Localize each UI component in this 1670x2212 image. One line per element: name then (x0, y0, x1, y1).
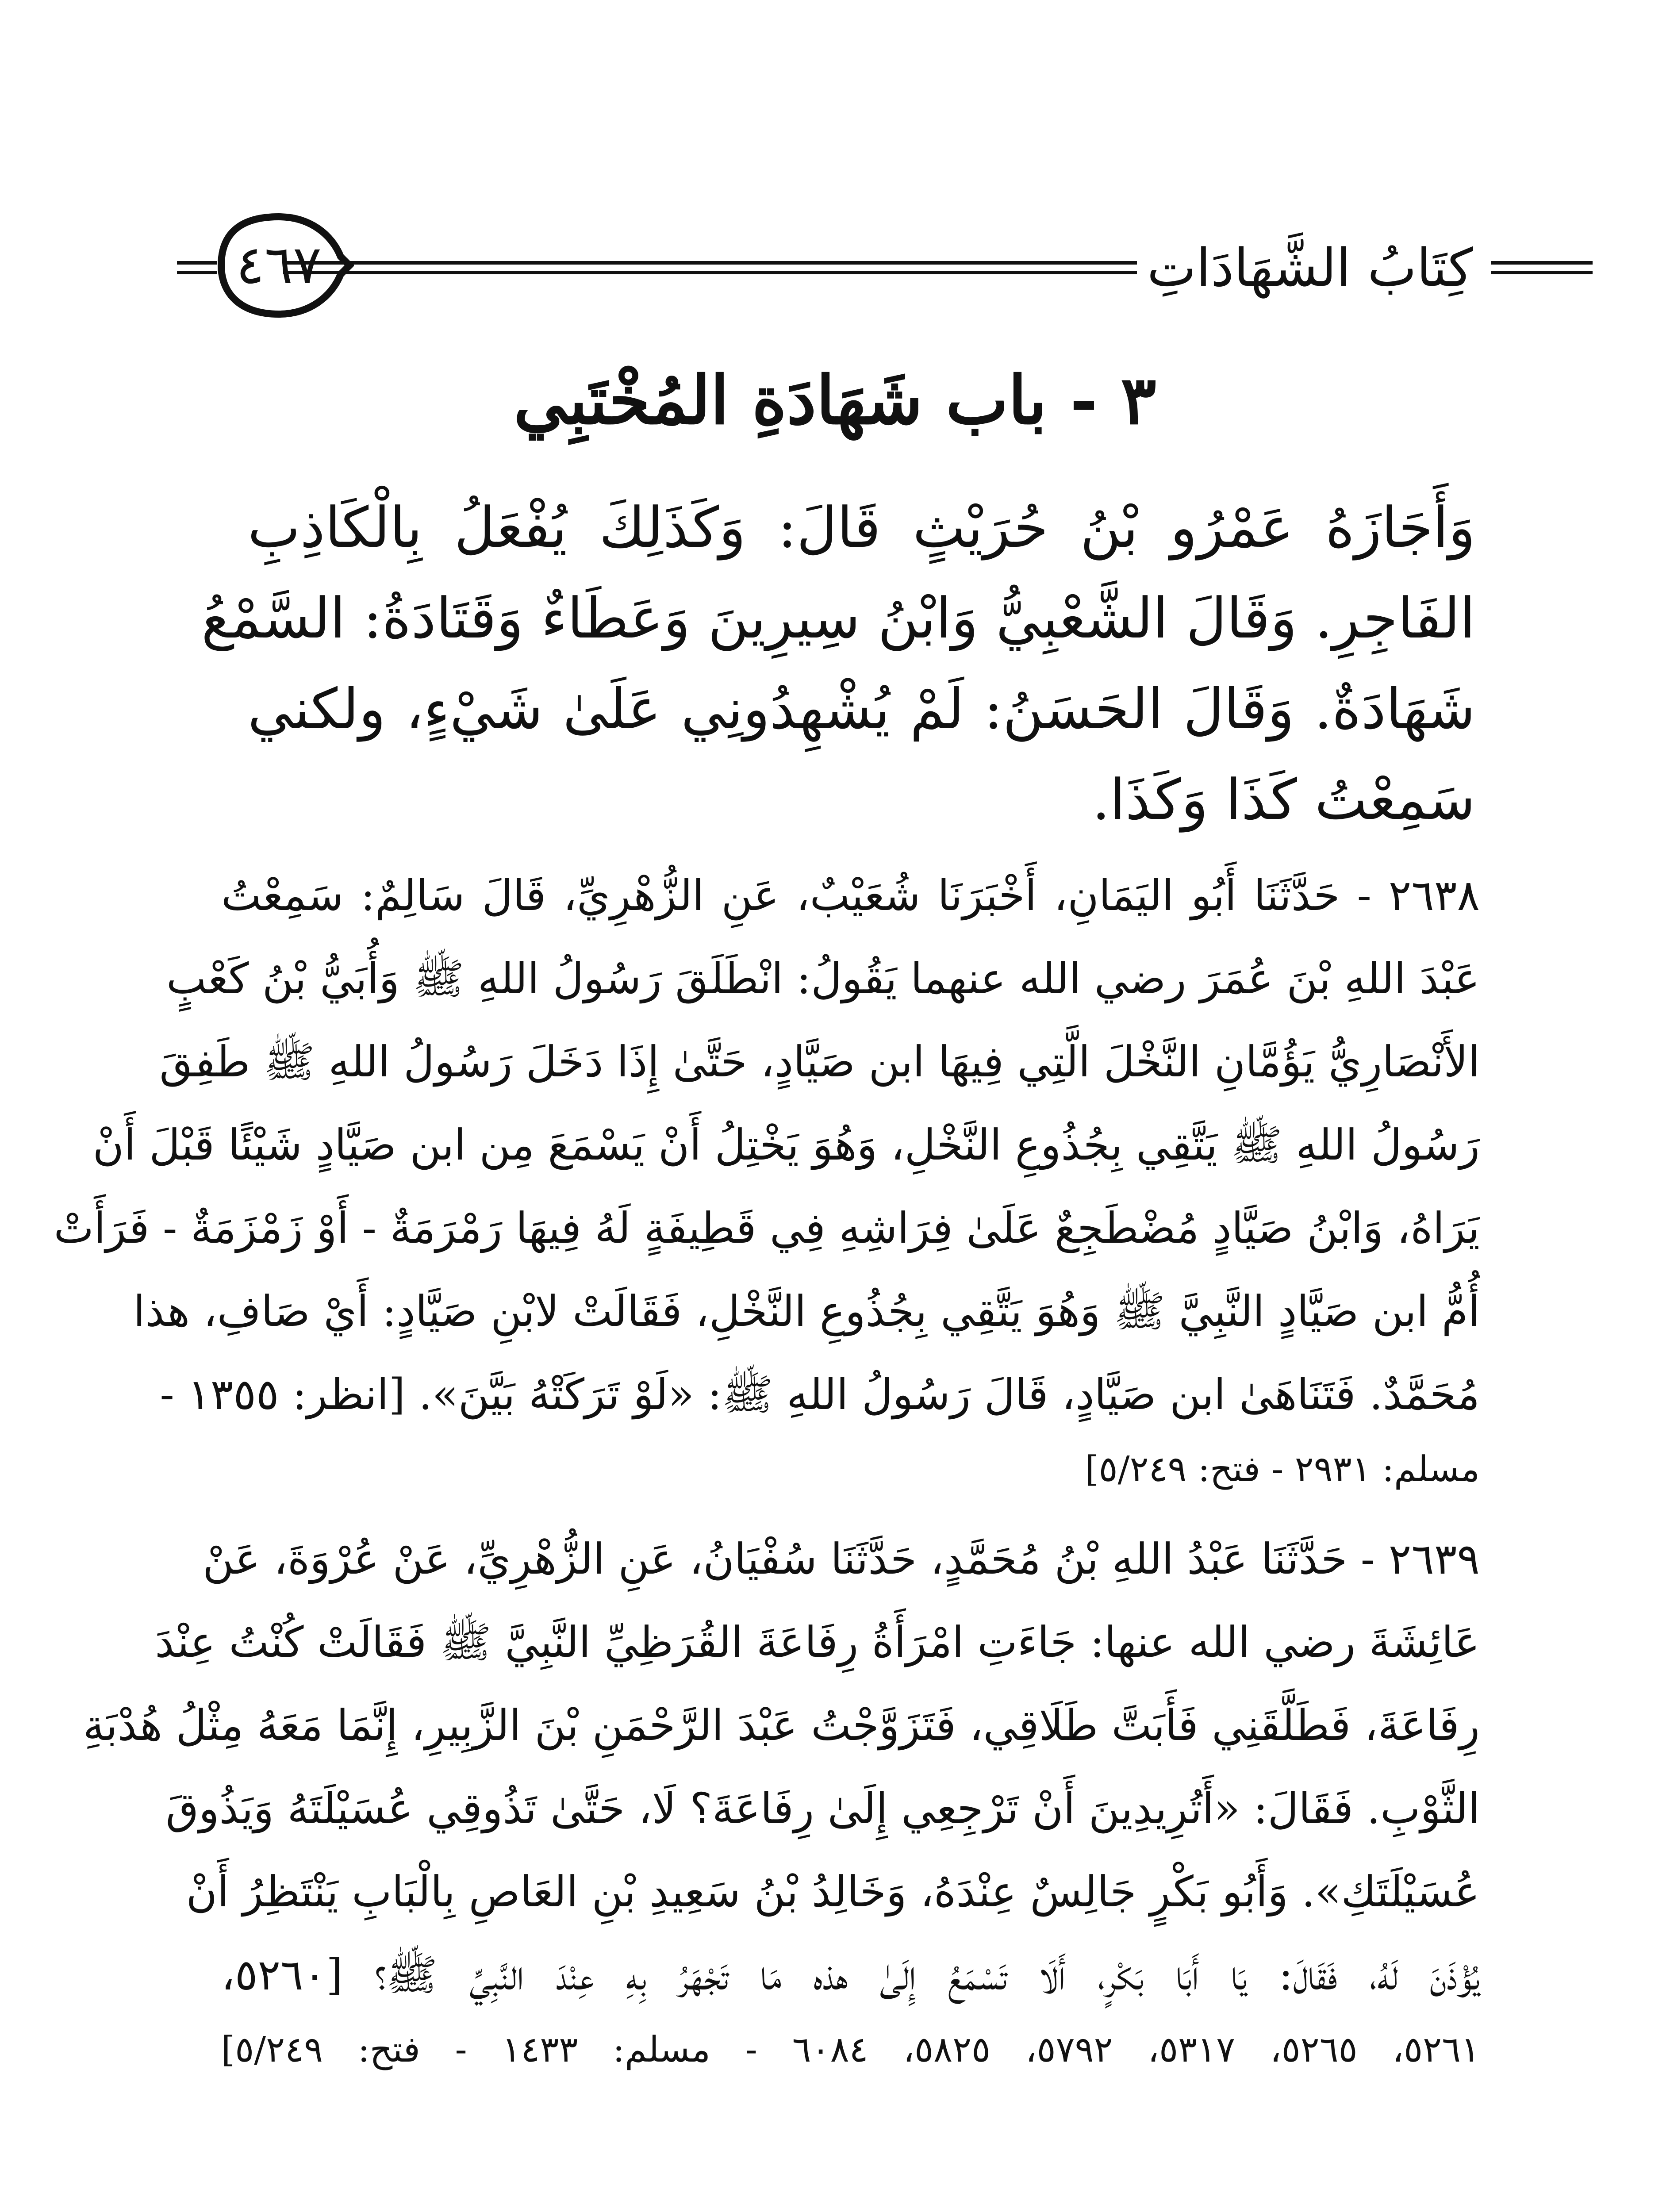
hadith-2639 (83, 1517, 1480, 2083)
text-line: رِفَاعَةَ، فَطَلَّقَنِي فَأَبَتَّ طَلَاقِي، فَتَزَوَّجْتُ عَبْدَ الرَّحْمَنِ بْنَ الزَّبِيرِ، إِنَّمَا مَعَهُ مِثْلُ هُدْبَةِ (83, 1701, 1480, 1750)
chapter-heading: ٣ - باب شَهَادَةِ المُخْتَبِي (514, 361, 1156, 439)
text-line: سَمِعْتُ كَذَا وَكَذَا. (1092, 767, 1475, 832)
text-line: ٢٦٣٩ - حَدَّثَنَا عَبْدُ اللهِ بْنُ مُحَمَّدٍ، حَدَّثَنَا سُفْيَانُ، عَنِ الزُّهْرِيِّ، عَنْ عُرْوَةَ، عَنْ (203, 1534, 1480, 1584)
text-line: عُسَيْلَتَكِ». وَأَبُو بَكْرٍ جَالِسٌ عِنْدَهُ، وَخَالِدُ بْنُ سَعِيدِ بْنِ العَاصِ بِالْبَابِ يَنْتَظِرُ أَنْ (186, 1867, 1480, 1916)
text-line: أُمُّ ابن صَيَّادٍ النَّبِيَّ ﷺ وَهُوَ يَتَّقِي بِجُذُوعِ النَّخْلِ، فَقَالَتْ لابْنِ صَيَّادٍ: أَيْ صَافِ، هذا (133, 1286, 1480, 1336)
text-line: عَائِشَةَ رضي الله عنها: جَاءَتِ امْرَأَةُ رِفَاعَةَ القُرَظِيِّ النَّبِيَّ ﷺ فَقَالَتْ كُنْتُ عِنْدَ (155, 1617, 1480, 1667)
text-line: شَهَادَةٌ. وَقَالَ الحَسَنُ: لَمْ يُشْهِدُونِي عَلَىٰ شَيْءٍ، ولكني (248, 676, 1475, 741)
hadith-2638 (54, 854, 1480, 1502)
header-rule (283, 261, 1137, 274)
book-title: كِتَابُ الشَّهَادَاتِ (1147, 237, 1473, 298)
text-line: وَأَجَازَهُ عَمْرُو بْنُ حُرَيْثٍ قَالَ: وَكَذَلِكَ يُفْعَلُ بِالْكَاذِبِ (248, 495, 1475, 560)
text-line: الأَنْصَارِيُّ يَؤُمَّانِ النَّخْلَ الَّتِي فِيهَا ابن صَيَّادٍ، حَتَّىٰ إِذَا دَخَلَ رَسُولُ اللهِ ﷺ طَفِقَ (159, 1037, 1480, 1087)
text-line: يَرَاهُ، وَابْنُ صَيَّادٍ مُضْطَجِعٌ عَلَىٰ فِرَاشِهِ فِي قَطِيفَةٍ لَهُ فِيهَا رَمْرَمَةٌ - أَوْ زَمْزَمَةٌ - فَرَأَتْ (54, 1203, 1480, 1253)
header-rule (1491, 261, 1593, 274)
text-line: الفَاجِرِ. وَقَالَ الشَّعْبِيُّ وَابْنُ سِيرِينَ وَعَطَاءٌ وَقَتَادَةُ: السَّمْعُ (201, 586, 1475, 651)
reference-line: مسلم: ٢٩٣١ - فتح: ٥/٢٤٩] (1085, 1448, 1480, 1490)
page-number: ٤٦٧ (236, 234, 322, 296)
text-line: مُحَمَّدٌ. فَتَنَاهَىٰ ابن صَيَّادٍ، قَالَ رَسُولُ اللهِ ﷺ: «لَوْ تَرَكَتْهُ بَيَّنَ». [انظر: ١٣٥٥ - (160, 1370, 1480, 1419)
text-line: يُؤْذَنَ لَهُ، فَقَالَ: يَا أَبَا بَكْرٍ، أَلَا تَسْمَعُ إِلَىٰ هذه مَا تَجْهَرُ بِهِ عِنْدَ النَّبِيِّ ﷺ؟ [٥٢٦٠، (221, 1950, 1480, 2000)
page-number-badge (208, 208, 354, 323)
text-line: الثَّوْبِ. فَقَالَ: «أَتُرِيدِينَ أَنْ تَرْجِعِي إِلَىٰ رِفَاعَةَ؟ لَا، حَتَّىٰ تَذُوقِي عُسَيْلَتَهُ وَيَذُوقَ (165, 1784, 1480, 1833)
text-line: عَبْدَ اللهِ بْنَ عُمَرَ رضي الله عنهما يَقُولُ: انْطَلَقَ رَسُولُ اللهِ ﷺ وَأُبَيُّ بْنُ كَعْبٍ (166, 954, 1480, 1003)
text-line: رَسُولُ اللهِ ﷺ يَتَّقِي بِجُذُوعِ النَّخْلِ، وَهُوَ يَخْتِلُ أَنْ يَسْمَعَ مِن ابن صَيَّادٍ شَيْئًا قَبْلَ أَنْ (92, 1120, 1480, 1170)
intro-paragraph (201, 482, 1475, 845)
page-header (177, 208, 1593, 327)
text-line: ٢٦٣٨ - حَدَّثَنَا أَبُو اليَمَانِ، أَخْبَرَنَا شُعَيْبٌ، عَنِ الزُّهْرِيِّ، قَالَ سَالِمٌ: سَمِعْتُ (221, 871, 1480, 920)
reference-line: ٥٢٦١، ٥٢٦٥، ٥٣١٧، ٥٧٩٢، ٥٨٢٥، ٦٠٨٤ - مسلم: ١٤٣٣ - فتح: ٥/٢٤٩] (221, 2029, 1480, 2070)
